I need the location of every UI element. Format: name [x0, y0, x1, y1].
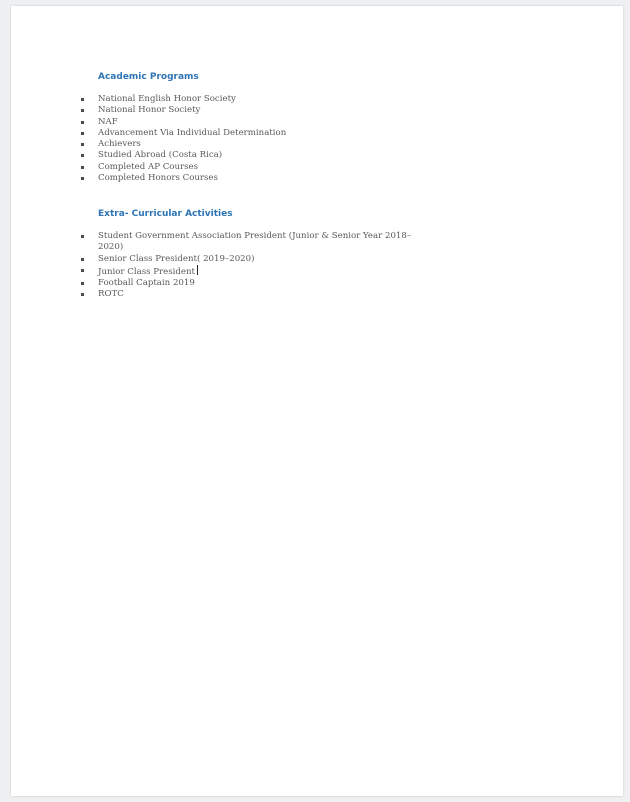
list-item: Studied Abroad (Costa Rica): [98, 150, 418, 161]
bullet-icon: [81, 154, 84, 157]
bullet-icon: [81, 293, 84, 296]
list-item: Senior Class President( 2019–2020): [98, 254, 418, 265]
list-item: Student Government Association President (Junior & Senior Year 2018–2020): [98, 231, 418, 254]
section-extra-curricular-activities: [98, 208, 418, 301]
list-item: National English Honor Society: [98, 94, 418, 105]
section-heading: Extra- Curricular Activities: [98, 209, 233, 219]
list-item: Advancement Via Individual Determination: [98, 128, 418, 139]
list-item: Football Captain 2019: [98, 278, 418, 289]
list-item: ROTC: [98, 289, 418, 300]
list-item: Achievers: [98, 139, 418, 150]
bullet-icon: [81, 282, 84, 285]
text-cursor[interactable]: [197, 265, 198, 275]
list-item: National Honor Society: [98, 105, 418, 116]
bullet-icon: [81, 177, 84, 180]
document-page: [11, 6, 623, 796]
bullet-icon: [81, 258, 84, 261]
bullet-icon: [81, 166, 84, 169]
bullet-icon: [81, 132, 84, 135]
list-item: Completed AP Courses: [98, 162, 418, 173]
bullet-icon: [81, 121, 84, 124]
section-academic-programs: [98, 71, 418, 184]
bullet-list: [98, 231, 418, 301]
bullet-icon: [81, 235, 84, 238]
list-item: NAF: [98, 117, 418, 128]
bullet-list: [98, 94, 418, 184]
bullet-icon: [81, 143, 84, 146]
bullet-icon: [81, 109, 84, 112]
section-heading: Academic Programs: [98, 72, 199, 82]
bullet-icon: [81, 98, 84, 101]
list-item: Completed Honors Courses: [98, 173, 418, 184]
list-item: Junior Class President: [98, 265, 418, 278]
bullet-icon: [81, 269, 84, 272]
